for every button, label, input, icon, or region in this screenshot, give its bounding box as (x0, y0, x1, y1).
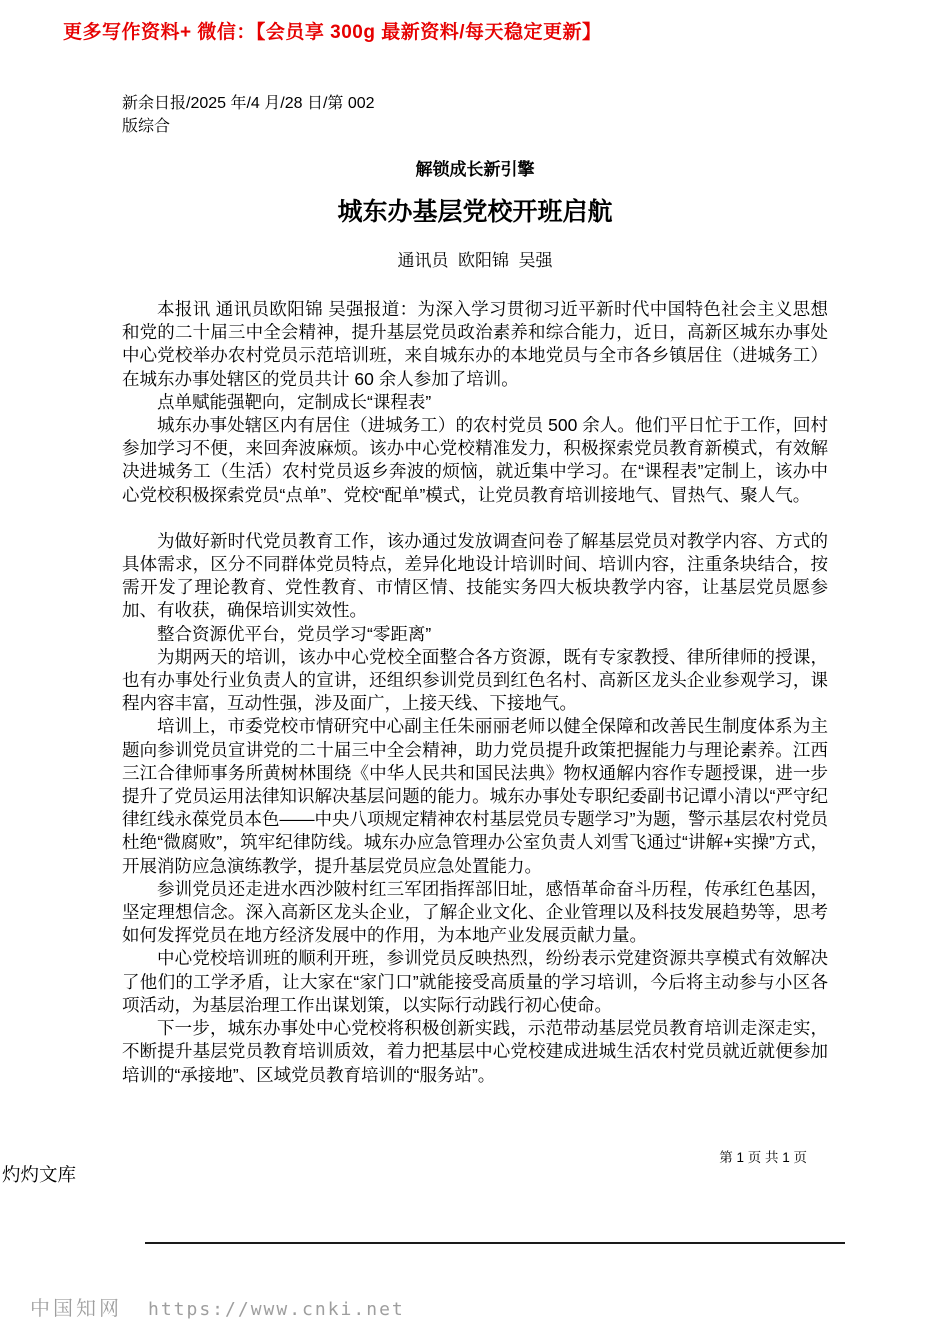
article-paragraph: 中心党校培训班的顺利开班，参训党员反映热烈，纷纷表示党建资源共享模式有效解决了他们的工学矛盾，让大家在“家门口”就能接受高质量的学习培训，今后将主动参与小区各项活动，为基层治理工作出谋划策，以实际行动践行初心使命。 (122, 948, 828, 1015)
masthead (122, 92, 375, 138)
article-paragraph: 为做好新时代党员教育工作，该办通过发放调查问卷了解基层党员对教学内容、方式的具体需求，区分不同群体党员特点，差异化地设计培训时间、培训内容，注重条块结合，按需开发了理论教育、党性教育、市情区情、技能实务四大板块教学内容，让基层党员愿参加、有收获，确保培训实效性。 (122, 530, 828, 621)
article-body (122, 298, 828, 1087)
article-paragraph: 城东办事处辖区内有居住（进城务工）的农村党员 500 余人。他们平日忙于工作，回村参加学习不便，来回奔波麻烦。该办中心党校精准发力，积极探索党员教育新模式，有效解决进城务工（生活）农村党员返乡奔波的烦恼，就近集中学习。在“课程表”定制上，该办中心党校积极探索党员“点单”、党校“配单”模式，让党员教育培训接地气、冒热气、聚人气。 (122, 415, 828, 505)
article (122, 158, 828, 1087)
cnki-logo-text: 中国知网 (30, 1298, 122, 1320)
cnki-watermark (30, 1292, 405, 1321)
promo-header-text: 更多写作资料+ 微信：【会员享 300g 最新资料/每天稳定更新】 (63, 22, 602, 43)
masthead-source-line: 新余日报/2025 年/4 月/28 日/第 002 (122, 95, 375, 112)
article-subtitle: 解锁成长新引擎 (415, 160, 535, 179)
article-paragraph: 为期两天的培训，该办中心党校全面整合各方资源，既有专家教授、律所律师的授课，也有办事处行业负责人的宣讲，还组织参训党员到红色名村、高新区龙头企业参观学习，课程内容丰富，互动性强，涉及面广，上接天线、下接地气。 (122, 646, 828, 714)
article-subhead: 点单赋能强靶向，定制成长“课程表” (157, 391, 432, 412)
article-subhead: 整合资源优平台，党员学习“零距离” (157, 623, 432, 644)
cnki-url-text: https://www.cnki.net (148, 1299, 405, 1320)
article-title: 城东办基层党校开班启航 (337, 198, 613, 226)
library-watermark: 灼灼文库 (2, 1164, 77, 1185)
paragraph-spacer (122, 507, 828, 530)
footer-divider-line (145, 1242, 845, 1244)
article-paragraph: 下一步，城东办事处中心党校将积极创新实践，示范带动基层党员教育培训走深走实，不断提升基层党员教育培训质效，着力把基层中心党校建成进城生活农村党员就近就便参加培训的“承接地”、区域党员教育培训的“服务站”。 (122, 1018, 828, 1085)
masthead-section-line: 版综合 (122, 118, 171, 135)
article-byline: 通讯员 欧阳锦 吴强 (397, 251, 553, 270)
article-paragraph: 培训上，市委党校市情研究中心副主任朱丽丽老师以健全保障和改善民生制度体系为主题向参训党员宣讲党的二十届三中全会精神，助力党员提升政策把握能力与理论素养。江西三江合律师事务所黄树林围绕《中华人民共和国民法典》物权通解内容作专题授课，进一步提升了党员运用法律知识解决基层问题的能力。城东办事处专职纪委副书记谭小清以“严守纪律红线永葆党员本色——中央八项规定精神农村基层党员专题学习”为题，警示基层农村党员杜绝“微腐败”，筑牢纪律防线。城东办应急管理办公室负责人刘雪飞通过“讲解+实操”方式，开展消防应急演练教学，提升基层党员应急处置能力。 (122, 716, 828, 876)
article-paragraph: 参训党员还走进水西沙陂村红三军团指挥部旧址，感悟革命奋斗历程，传承红色基因，坚定理想信念。深入高新区龙头企业，了解企业文化、企业管理以及科技发展趋势等，思考如何发挥党员在地方经济发展中的作用，为本地产业发展贡献力量。 (122, 878, 828, 946)
page-indicator: 第 1 页 共 1 页 (719, 1150, 807, 1165)
article-paragraph: 本报讯 通讯员欧阳锦 吴强报道：为深入学习贯彻习近平新时代中国特色社会主义思想和党的二十届三中全会精神，提升基层党员政治素养和综合能力，近日，高新区城东办事处中心党校举办农村党员示范培训班，来自城东办的本地党员与全市各乡镇居住（进城务工）在城东办事处辖区的党员共计 60 余人参加了培训。 (122, 299, 828, 389)
